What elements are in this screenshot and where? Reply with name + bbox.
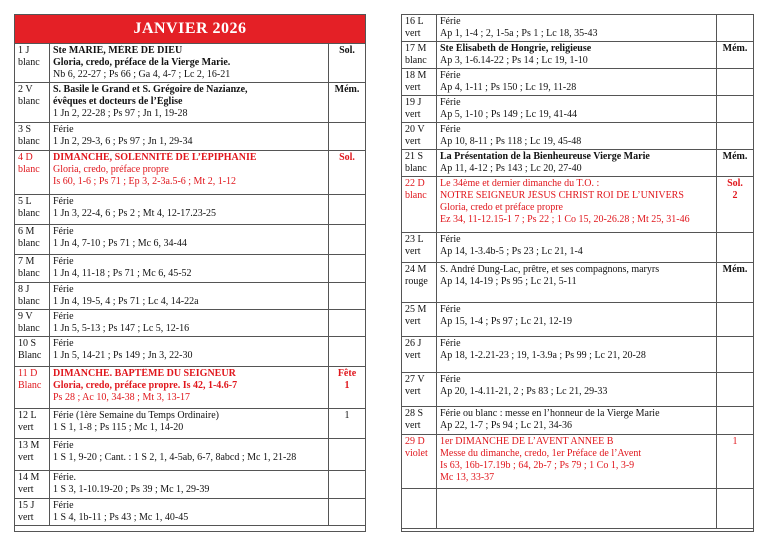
celebration-line: 1 S 4, 1b-11 ; Ps 43 ; Mc 1, 40-45 <box>53 512 189 523</box>
celebration-cell <box>50 44 329 83</box>
rank-cell <box>329 439 366 471</box>
celebration-line: Gloria, credo et préface propre <box>440 202 563 213</box>
celebration-line: Férie <box>53 196 74 207</box>
rank-cell <box>717 42 754 69</box>
celebration-line: Nb 6, 22-27 ; Ps 66 ; Ga 4, 4-7 ; Lc 2, 16-21 <box>53 69 231 80</box>
calendar-row <box>402 69 753 96</box>
day-label: 13 M <box>18 440 40 451</box>
celebration-line: Férie <box>53 500 74 511</box>
celebration-line: Férie <box>440 374 461 385</box>
celebration-cell <box>437 177 717 233</box>
celebration-line: Ap 4, 1-11 ; Ps 150 ; Lc 19, 11-28 <box>440 82 577 93</box>
liturgical-color: vert <box>405 316 421 327</box>
celebration-line: Gloria, credo, préface de la Vierge Marie. <box>53 57 231 68</box>
celebration-cell <box>437 373 717 407</box>
day-cell <box>402 407 437 435</box>
day-cell <box>15 151 50 195</box>
celebration-line: évêques et docteurs de l’Église <box>53 96 183 107</box>
day-label: 2 V <box>18 84 33 95</box>
rank-label: Fête <box>337 368 357 379</box>
liturgical-color: blanc <box>405 190 427 201</box>
rank-cell <box>717 96 754 123</box>
day-cell <box>15 499 50 526</box>
liturgical-color: vert <box>18 484 34 495</box>
rank-cell <box>717 303 754 337</box>
day-cell <box>15 195 50 225</box>
liturgical-color: violet <box>405 448 428 459</box>
day-label: 28 S <box>405 408 424 419</box>
day-label: 21 S <box>405 151 424 162</box>
celebration-line: Gloria, credo, préface propre <box>53 164 169 175</box>
day-label: 9 V <box>18 311 33 322</box>
celebration-line: Férie <box>53 256 74 267</box>
day-cell <box>402 42 437 69</box>
rank-label: 1 <box>344 410 350 421</box>
day-cell <box>402 150 437 177</box>
celebration-line: Férie <box>440 97 461 108</box>
day-cell <box>402 96 437 123</box>
liturgical-color: vert <box>405 136 421 147</box>
rank-cell <box>717 435 754 489</box>
rank-label: 1 <box>344 380 350 391</box>
rank-label: Sol. <box>339 152 355 163</box>
celebration-line: Ap 14, 1-3.4b-5 ; Ps 23 ; Lc 21, 1-4 <box>440 246 583 257</box>
day-cell <box>15 471 50 499</box>
celebration-line: Ap 5, 1-10 ; Ps 149 ; Lc 19, 41-44 <box>440 109 577 120</box>
liturgical-color: vert <box>405 109 421 120</box>
calendar-row <box>402 96 753 123</box>
celebration-line: 1 Jn 4, 11-18 ; Ps 71 ; Mc 6, 45-52 <box>53 268 192 279</box>
calendar-row <box>402 373 753 407</box>
rank-cell <box>717 150 754 177</box>
celebration-line: Ap 11, 4-12 ; Ps 143 ; Lc 20, 27-40 <box>440 163 582 174</box>
day-cell <box>15 439 50 471</box>
day-label: 4 D <box>18 152 33 163</box>
celebration-line: Férie <box>53 124 74 135</box>
liturgical-color: vert <box>405 420 421 431</box>
celebration-line: 1 Jn 2, 29-3, 6 ; Ps 97 ; Jn 1, 29-34 <box>53 136 193 147</box>
celebration-line: NOTRE SEIGNEUR JÉSUS CHRIST ROI DE L’UNIVERS <box>440 190 684 201</box>
celebration-line: Is 60, 1-6 ; Ps 71 ; Ep 3, 2-3a.5-6 ; Mt 2, 1-12 <box>53 176 237 187</box>
rank-cell <box>717 337 754 373</box>
calendar-row <box>15 83 365 123</box>
liturgical-color: vert <box>405 82 421 93</box>
celebration-cell <box>50 83 329 123</box>
celebration-line: 1 Jn 4, 7-10 ; Ps 71 ; Mc 6, 34-44 <box>53 238 187 249</box>
calendar-row <box>402 489 753 529</box>
rank-cell <box>717 15 754 42</box>
day-cell <box>15 255 50 283</box>
celebration-line: Férie <box>53 311 74 322</box>
calendar-row <box>402 337 753 373</box>
celebration-cell <box>437 69 717 96</box>
calendar-row <box>402 233 753 263</box>
celebration-cell <box>50 499 329 526</box>
calendar-row <box>15 367 365 409</box>
celebration-cell <box>50 195 329 225</box>
celebration-line: Ap 18, 1-2.21-23 ; 19, 1-3.9a ; Ps 99 ; Lc 21, 20-28 <box>440 350 646 361</box>
day-label: 18 M <box>405 70 427 81</box>
calendar-row <box>402 123 753 150</box>
celebration-line: Férie <box>440 234 461 245</box>
day-cell <box>15 310 50 337</box>
celebration-line: Férie <box>53 338 74 349</box>
calendar-row <box>402 177 753 233</box>
day-label: 12 L <box>18 410 37 421</box>
celebration-line: Férie <box>440 16 461 27</box>
day-label: 5 L <box>18 196 32 207</box>
celebration-line: Ez 34, 11-12.15-1 7 ; Ps 22 ; 1 Co 15, 20-26.28 ; Mt 25, 31-46 <box>440 214 690 225</box>
day-cell <box>15 283 50 310</box>
liturgical-color: blanc <box>18 296 40 307</box>
left-calendar-table <box>15 44 365 526</box>
calendar-row <box>402 435 753 489</box>
liturgical-color: blanc <box>18 323 40 334</box>
celebration-cell <box>437 15 717 42</box>
rank-cell <box>329 471 366 499</box>
celebration-line: S. André Dung-Lac, prêtre, et ses compagnons, maryrs <box>440 264 660 275</box>
day-label: 11 D <box>18 368 38 379</box>
liturgical-color: vert <box>405 246 421 257</box>
rank-cell <box>329 499 366 526</box>
day-label: 8 J <box>18 284 30 295</box>
liturgical-color: blanc <box>18 96 40 107</box>
celebration-line: Ap 22, 1-7 ; Ps 94 ; Lc 21, 34-36 <box>440 420 572 431</box>
rank-cell <box>329 255 366 283</box>
day-cell <box>15 337 50 367</box>
celebration-line: 1 Jn 5, 14-21 ; Ps 149 ; Jn 3, 22-30 <box>53 350 193 361</box>
day-cell <box>402 233 437 263</box>
day-label: 6 M <box>18 226 35 237</box>
rank-cell <box>717 407 754 435</box>
liturgical-color: vert <box>18 512 34 523</box>
celebration-cell <box>437 123 717 150</box>
celebration-cell <box>437 150 717 177</box>
rank-cell <box>329 195 366 225</box>
rank-cell <box>717 123 754 150</box>
liturgical-color: blanc <box>18 268 40 279</box>
calendar-row <box>15 123 365 151</box>
celebration-line: 1 Jn 5, 5-13 ; Ps 147 ; Lc 5, 12-16 <box>53 323 190 334</box>
celebration-line: DIMANCHE, SOLENNITÉ DE L’ÉPIPHANIE <box>53 152 257 163</box>
rank-label: Mém. <box>334 84 360 95</box>
day-cell <box>402 15 437 42</box>
celebration-cell <box>50 255 329 283</box>
liturgical-color: vert <box>405 386 421 397</box>
day-label: 25 M <box>405 304 427 315</box>
day-label: 22 D <box>405 178 425 189</box>
celebration-line: Férie ou blanc : messe en l’honneur de la Vierge Marie <box>440 408 660 419</box>
liturgical-color: rouge <box>405 276 428 287</box>
celebration-cell <box>50 337 329 367</box>
rank-cell <box>329 151 366 195</box>
calendar-row <box>15 439 365 471</box>
celebration-line: Férie <box>440 70 461 81</box>
rank-label: Mém. <box>722 151 748 162</box>
rank-label: 1 <box>732 436 738 447</box>
rank-cell <box>717 177 754 233</box>
rank-cell <box>329 283 366 310</box>
celebration-cell <box>437 263 717 303</box>
left-calendar-page <box>14 14 366 532</box>
liturgical-color: Blanc <box>18 380 42 391</box>
calendar-row <box>402 15 753 42</box>
celebration-cell <box>437 337 717 373</box>
celebration-cell <box>437 233 717 263</box>
day-cell <box>402 177 437 233</box>
calendar-row <box>402 263 753 303</box>
celebration-line: 1 Jn 3, 22-4, 6 ; Ps 2 ; Mt 4, 12-17.23-25 <box>53 208 217 219</box>
calendar-row <box>402 407 753 435</box>
liturgical-color: blanc <box>18 57 40 68</box>
celebration-line: Ps 28 ; Ac 10, 34-38 ; Mt 3, 13-17 <box>53 392 190 403</box>
day-cell <box>402 123 437 150</box>
celebration-cell <box>50 367 329 409</box>
day-cell <box>402 69 437 96</box>
rank-cell <box>329 367 366 409</box>
celebration-line: Ap 10, 8-11 ; Ps 118 ; Lc 19, 45-48 <box>440 136 582 147</box>
day-label: 26 J <box>405 338 422 349</box>
celebration-cell <box>437 489 717 529</box>
celebration-cell <box>50 123 329 151</box>
liturgical-color: vert <box>18 422 34 433</box>
calendar-row <box>15 499 365 526</box>
liturgical-color: blanc <box>18 238 40 249</box>
celebration-line: Férie (1ère Semaine du Temps Ordinaire) <box>53 410 220 421</box>
rank-label: Mém. <box>722 43 748 54</box>
celebration-line: Férie <box>53 284 74 295</box>
celebration-cell <box>437 96 717 123</box>
celebration-cell <box>50 310 329 337</box>
celebration-cell <box>437 303 717 337</box>
calendar-row <box>15 195 365 225</box>
rank-cell <box>717 69 754 96</box>
rank-cell <box>329 123 366 151</box>
rank-label: Mém. <box>722 264 748 275</box>
day-cell <box>402 263 437 303</box>
day-cell <box>15 44 50 83</box>
day-cell <box>15 83 50 123</box>
calendar-row <box>15 44 365 83</box>
day-label: 7 M <box>18 256 35 267</box>
celebration-line: Ap 3, 1-6.14-22 ; Ps 14 ; Lc 19, 1-10 <box>440 55 588 66</box>
liturgical-color: blanc <box>18 208 40 219</box>
celebration-line: La Présentation de la Bienheureuse Vierge Marie <box>440 151 650 162</box>
rank-cell <box>717 489 754 529</box>
celebration-cell <box>50 225 329 255</box>
calendar-row <box>402 42 753 69</box>
celebration-cell <box>50 151 329 195</box>
rank-cell <box>329 44 366 83</box>
day-label: 1 J <box>18 45 30 56</box>
calendar-row <box>402 303 753 337</box>
calendar-row <box>15 255 365 283</box>
calendar-row <box>15 151 365 195</box>
celebration-line: Gloria, credo, préface propre. Is 42, 1-4.6-7 <box>53 380 238 391</box>
liturgical-color: blanc <box>18 136 40 147</box>
day-label: 14 M <box>18 472 40 483</box>
celebration-line: Ap 14, 14-19 ; Ps 95 ; Lc 21, 5-11 <box>440 276 577 287</box>
celebration-line: 1 S 3, 1-10.19-20 ; Ps 39 ; Mc 1, 29-39 <box>53 484 210 495</box>
celebration-line: Férie <box>53 226 74 237</box>
right-calendar-table <box>402 15 753 529</box>
day-label: 27 V <box>405 374 425 385</box>
rank-cell <box>329 310 366 337</box>
liturgical-color: vert <box>405 28 421 39</box>
right-calendar-page <box>401 14 754 532</box>
celebration-line: 1 S 1, 1-8 ; Ps 115 ; Mc 1, 14-20 <box>53 422 184 433</box>
celebration-line: Le 34ème et dernier dimanche du T.O. : <box>440 178 600 189</box>
day-cell <box>15 409 50 439</box>
day-label: 29 D <box>405 436 425 447</box>
rank-cell <box>329 225 366 255</box>
celebration-line: Is 63, 16b-17.19b ; 64, 2b-7 ; Ps 79 ; 1 Co 1, 3-9 <box>440 460 635 471</box>
liturgical-color: vert <box>18 452 34 463</box>
day-cell <box>402 489 437 529</box>
day-cell <box>402 337 437 373</box>
celebration-line: Férie. <box>53 472 77 483</box>
celebration-cell <box>50 409 329 439</box>
day-cell <box>402 435 437 489</box>
rank-cell <box>717 373 754 407</box>
celebration-line: Férie <box>440 338 461 349</box>
day-label: 15 J <box>18 500 35 511</box>
celebration-cell <box>50 471 329 499</box>
celebration-line: Ste MARIE, MÈRE DE DIEU <box>53 45 183 56</box>
calendar-row <box>15 471 365 499</box>
celebration-line: 1 Jn 2, 22-28 ; Ps 97 ; Jn 1, 19-28 <box>53 108 188 119</box>
month-title: JANVIER 2026 <box>15 15 365 44</box>
celebration-cell <box>50 439 329 471</box>
calendar-row <box>15 409 365 439</box>
celebration-line: Messe du dimanche, credo, 1er Préface de l’Avent <box>440 448 642 459</box>
celebration-line: Férie <box>440 124 461 135</box>
rank-cell <box>717 233 754 263</box>
calendar-row <box>15 225 365 255</box>
celebration-line: Ap 1, 1-4 ; 2, 1-5a ; Ps 1 ; Lc 18, 35-43 <box>440 28 598 39</box>
rank-cell <box>717 263 754 303</box>
celebration-line: S. Basile le Grand et S. Grégoire de Nazianze, <box>53 84 248 95</box>
day-label: 19 J <box>405 97 422 108</box>
day-cell <box>15 123 50 151</box>
celebration-line: Ap 20, 1-4.11-21, 2 ; Ps 83 ; Lc 21, 29-33 <box>440 386 608 397</box>
celebration-cell <box>437 407 717 435</box>
celebration-line: Ste Élisabeth de Hongrie, religieuse <box>440 43 592 54</box>
rank-label: Sol. <box>339 45 355 56</box>
rank-cell <box>329 409 366 439</box>
celebration-line: 1 Jn 4, 19-5, 4 ; Ps 71 ; Lc 4, 14-22a <box>53 296 199 307</box>
liturgical-color: vert <box>405 350 421 361</box>
day-cell <box>402 373 437 407</box>
rank-label: 2 <box>732 190 738 201</box>
day-label: 16 L <box>405 16 424 27</box>
day-label: 17 M <box>405 43 427 54</box>
day-cell <box>15 367 50 409</box>
celebration-line: Férie <box>53 440 74 451</box>
day-label: 23 L <box>405 234 424 245</box>
day-label: 10 S <box>18 338 37 349</box>
liturgical-color: Blanc <box>18 350 42 361</box>
day-label: 20 V <box>405 124 425 135</box>
day-label: 3 S <box>18 124 32 135</box>
liturgical-color: blanc <box>405 163 427 174</box>
celebration-line: 1er DIMANCHE DE L’AVENT ANNEE B <box>440 436 614 447</box>
day-cell <box>402 303 437 337</box>
rank-label: Sol. <box>727 178 743 189</box>
celebration-line: 1 S 1, 9-20 ; Cant. : 1 S 2, 1, 4-5ab, 6-7, 8abcd ; Mc 1, 21-28 <box>53 452 297 463</box>
celebration-cell <box>50 283 329 310</box>
rank-cell <box>329 83 366 123</box>
calendar-row <box>402 150 753 177</box>
celebration-cell <box>437 435 717 489</box>
liturgical-color: blanc <box>18 164 40 175</box>
calendar-row <box>15 337 365 367</box>
rank-cell <box>329 337 366 367</box>
liturgical-color: blanc <box>405 55 427 66</box>
celebration-line: Férie <box>440 304 461 315</box>
celebration-cell <box>437 42 717 69</box>
day-cell <box>15 225 50 255</box>
day-label: 24 M <box>405 264 427 275</box>
celebration-line: DIMANCHE. BAPTÊME DU SEIGNEUR <box>53 368 236 379</box>
calendar-row <box>15 283 365 310</box>
celebration-line: Mc 13, 33-37 <box>440 472 495 483</box>
celebration-line: Ap 15, 1-4 ; Ps 97 ; Lc 21, 12-19 <box>440 316 572 327</box>
calendar-row <box>15 310 365 337</box>
